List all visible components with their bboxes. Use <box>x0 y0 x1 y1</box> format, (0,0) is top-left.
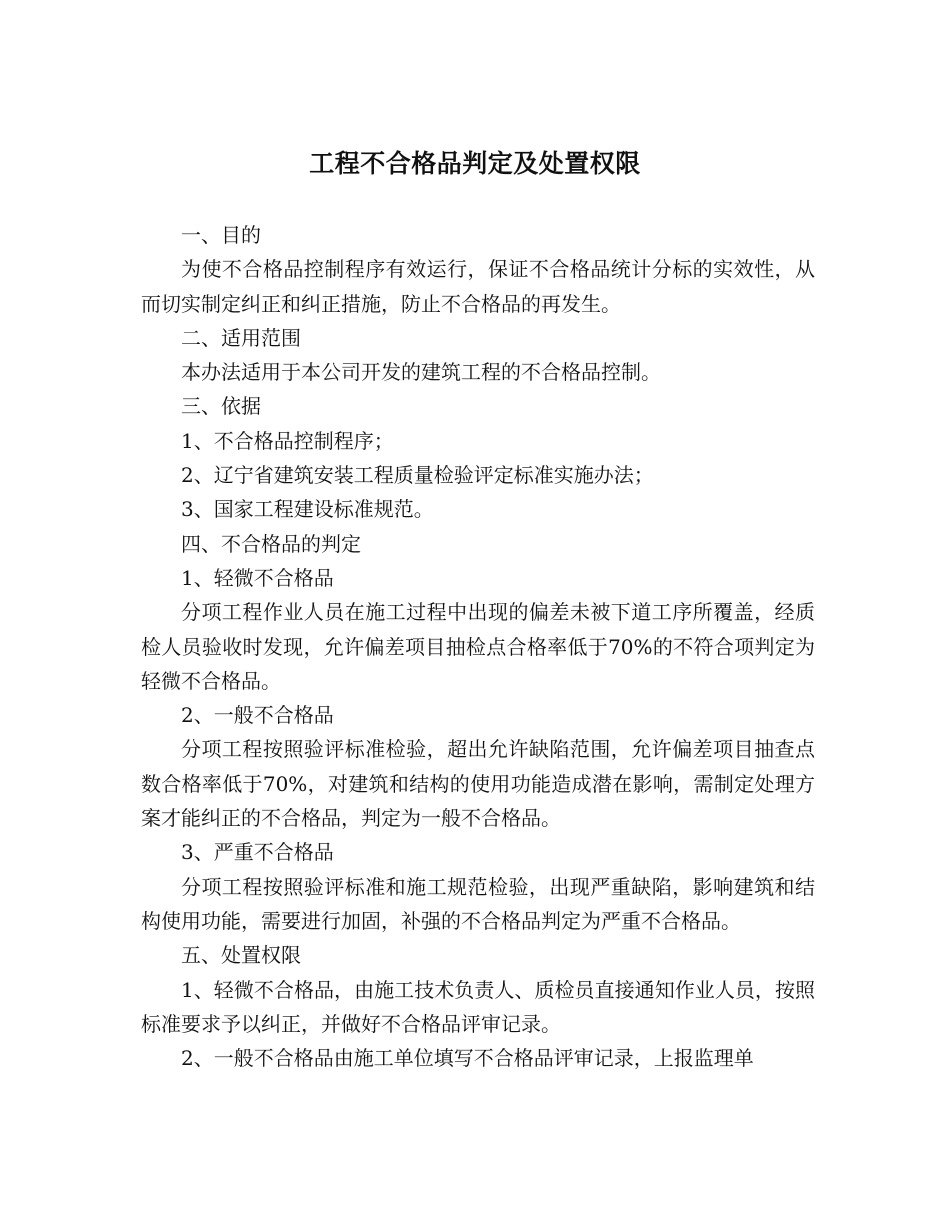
section-heading-authority: 五、处置权限 <box>181 943 301 968</box>
basis-item-1: 1、不合格品控制程序； <box>181 428 394 453</box>
paragraph-authority-1: 1、轻微不合格品，由施工技术负责人、质检员直接通知作业人员，按照标准要求予以纠正，并做好不合格品评审记录。 <box>141 977 815 1036</box>
document-title: 工程不合格品判定及处置权限 <box>309 149 641 178</box>
paragraph-minor: 分项工程作业人员在施工过程中出现的偏差未被下道工序所覆盖，经质检人员验收时发现，允许偏差项目抽检点合格率低于70%的不符合项判定为轻微不合格品。 <box>141 600 815 693</box>
subheading-minor: 1、轻微不合格品 <box>181 565 334 590</box>
subheading-general: 2、一般不合格品 <box>181 703 334 728</box>
paragraph-authority-2: 2、一般不合格品由施工单位填写不合格品评审记录，上报监理单 <box>181 1046 754 1071</box>
section-heading-purpose: 一、目的 <box>181 223 261 247</box>
paragraph-purpose: 为使不合格品控制程序有效运行，保证不合格品统计分标的实效性，从而切实制定纠正和纠正措施，防止不合格品的再发生。 <box>141 257 815 316</box>
section-heading-judgement: 四、不合格品的判定 <box>181 531 361 556</box>
paragraph-general: 分项工程按照验评标准检验，超出允许缺陷范围，允许偏差项目抽查点数合格率低于70%，对建筑和结构的使用功能造成潜在影响，需制定处理方案才能纠正的不合格品，判定为一般不合格品。 <box>141 737 815 831</box>
subheading-serious: 3、严重不合格品 <box>181 840 334 865</box>
paragraph-serious: 分项工程按照验评标准和施工规范检验，出现严重缺陷，影响建筑和结构使用功能，需要进行加固，补强的不合格品判定为严重不合格品。 <box>141 874 815 933</box>
paragraph-scope: 本办法适用于本公司开发的建筑工程的不合格品控制。 <box>181 360 661 385</box>
basis-item-3: 3、国家工程建设标准规范。 <box>181 497 434 522</box>
section-heading-scope: 二、适用范围 <box>181 325 301 350</box>
document-body <box>141 218 815 1075</box>
section-heading-basis: 三、依据 <box>181 394 261 419</box>
basis-item-2: 2、辽宁省建筑安装工程质量检验评定标准实施办法； <box>181 463 654 488</box>
